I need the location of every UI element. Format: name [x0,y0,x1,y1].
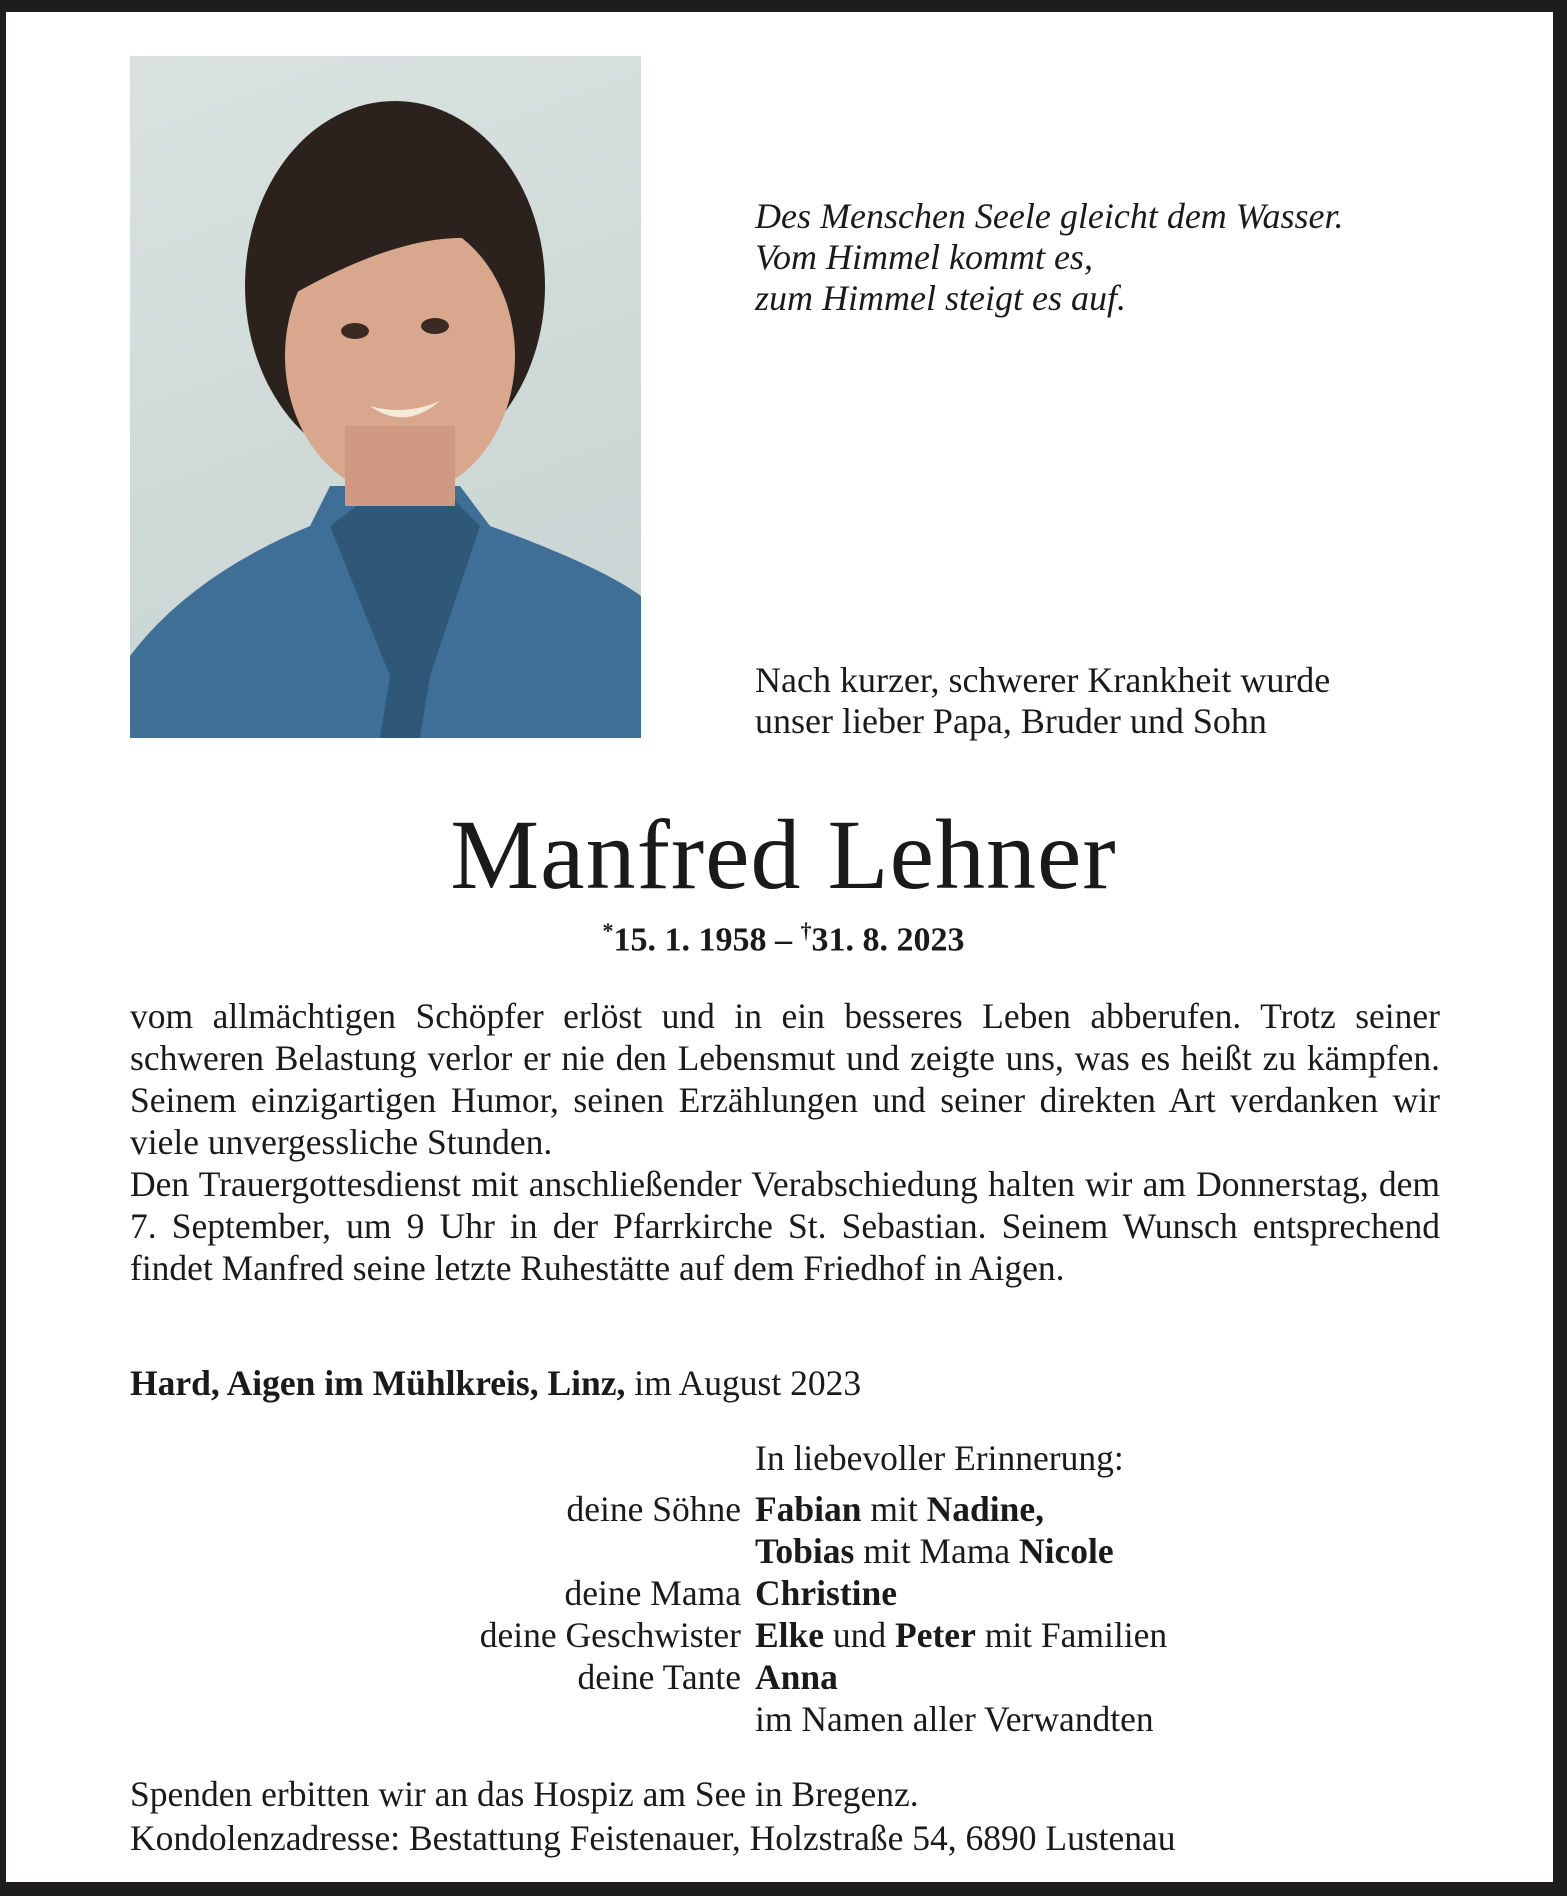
life-dates [0,918,1567,959]
mourner-row [0,1572,1567,1614]
notice-date: im August 2023 [625,1363,862,1403]
epigraph-quote [755,196,1344,319]
mourner-names [755,1488,1044,1530]
mourner-name-part: Tobias [755,1531,855,1571]
intro-line: Nach kurzer, schwerer Krankheit wurde [755,660,1331,700]
relation-label: deine Söhne [566,1489,741,1529]
condolence-address: Kondolenzadresse: Bestattung Feistenauer, Holzstraße 54, 6890 Lustenau [130,1818,1176,1858]
mourner-name-part: Nadine, [926,1489,1045,1529]
mourner-name-part: mit Familien [975,1615,1168,1655]
deceased-name: Manfred Lehner [450,799,1117,910]
memory-heading: In liebevoller Erinnerung: [755,1438,1124,1478]
body-paragraph: vom allmächtigen Schöpfer erlöst und in ein besseres Leben abberufen. Trotz seiner schweren Belastung verlor er nie den Lebensmut und zeigte uns, was es heißt zu kämpfen. Seinem einzigartigen Humor, seinen Erzählungen und seiner direkten Art verdanken wir viele unvergessliche Stunden. [130,996,1440,1162]
mourner-name-part: Nicole [1019,1531,1114,1571]
relation-label: deine Tante [577,1657,741,1697]
mourner-row [0,1656,1567,1698]
mourner-row [0,1488,1567,1530]
mourner-name-part: Christine [755,1573,897,1613]
death-mark: † [800,918,812,943]
death-date: 31. 8. 2023 [811,921,965,959]
mourner-row [0,1698,1567,1740]
mourner-names [755,1698,1154,1740]
mourner-name-part: mit [861,1489,927,1529]
quote-line: Des Menschen Seele gleicht dem Wasser. [755,196,1344,236]
intro-text [755,660,1330,742]
body-paragraph: Den Trauergottesdienst mit anschließender Verabschiedung halten wir am Donnerstag, dem 7. September, um 9 Uhr in der Pfarrkirche St. Sebastian. Seinem Wunsch entsprechend findet Manfred seine letzte Ruhestätte auf dem Friedhof in Aigen. [130,1164,1440,1288]
place-date [130,1362,861,1404]
mourner-row [0,1614,1567,1656]
birth-mark: * [602,918,614,943]
mourner-name-part: und [824,1615,896,1655]
mourner-names [755,1572,897,1614]
mourner-name-part: Elke [755,1615,825,1655]
mourner-name-part: Peter [895,1615,976,1655]
portrait-photo [130,56,641,738]
obituary-body [130,995,1440,1289]
intro-line: unser lieber Papa, Bruder und Sohn [755,701,1267,741]
mourner-name-part: mit Mama [854,1531,1019,1571]
donation-note: Spenden erbitten wir an das Hospiz am See in Bregenz. [130,1774,919,1814]
mourner-name-part: Fabian [755,1489,862,1529]
mourners-list [0,1488,1567,1740]
mourner-names [755,1530,1114,1572]
relation-label: deine Mama [564,1573,741,1613]
towns: Hard, Aigen im Mühlkreis, Linz, [130,1363,626,1403]
relation-label: deine Geschwister [479,1615,741,1655]
mourner-name-part: im Namen aller Verwandten [755,1699,1154,1739]
mourner-name-part: Anna [755,1657,838,1697]
mourner-names [755,1656,838,1698]
mourner-row [0,1530,1567,1572]
quote-line: Vom Himmel kommt es, [755,237,1093,277]
footer [130,1772,1176,1860]
date-separator: – [766,921,801,959]
birth-date: 15. 1. 1958 [613,921,767,959]
quote-line: zum Himmel steigt es auf. [755,278,1126,318]
mourner-names [755,1614,1167,1656]
